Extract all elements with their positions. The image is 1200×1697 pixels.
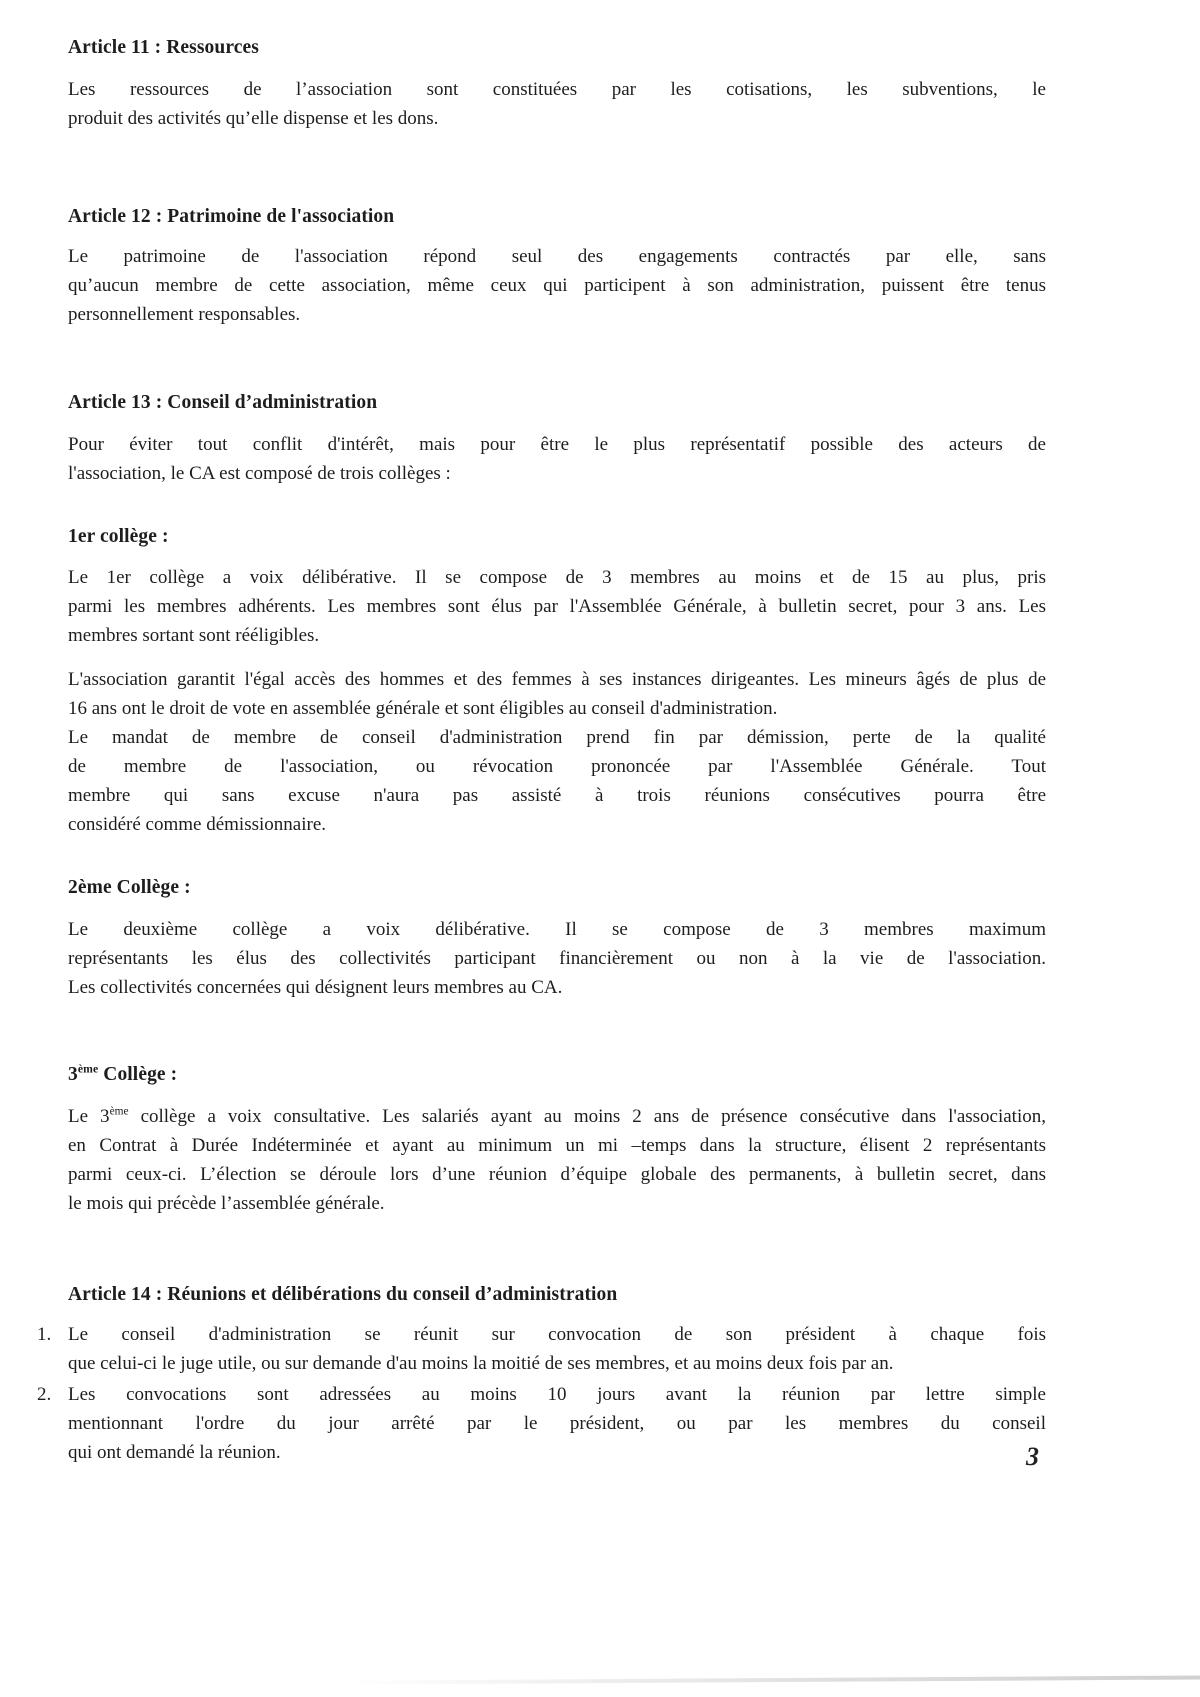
college-2-heading: 2ème Collège :	[68, 877, 191, 898]
college-3-heading: 3ème Collège :	[68, 1062, 178, 1085]
list-item-2-body: Les convocations sont adressées au moins 10 jours avant la réunion par lettre simple mentionnant l'ordre du jour arrêté par le président, ou par les membres du conseil qui ont demandé la réunion.	[68, 1384, 1046, 1463]
article-11-section	[68, 33, 1046, 133]
scan-shadow-line	[345, 1675, 1200, 1684]
article-14-list	[37, 1320, 1046, 1467]
list-item-2-number: 2.	[37, 1384, 52, 1405]
article-11-heading: Article 11 : Ressources	[68, 37, 259, 58]
article-12-heading: Article 12 : Patrimoine de l'association	[68, 206, 395, 227]
college-1-heading: 1er collège :	[68, 526, 169, 547]
list-item-1-number: 1.	[37, 1324, 52, 1345]
college-1-subsection	[68, 522, 1046, 839]
page-content	[37, 0, 1046, 1467]
article-13-intro-paragraph: Pour éviter tout conflit d'intérêt, mais pour être le plus représentatif possible des acteurs de l'association, le CA est composé de trois collèges :	[68, 434, 1046, 484]
college-1-paragraph-1: Le 1er collège a voix délibérative. Il se compose de 3 membres au moins et de 15 au plus, pris parmi les membres adhérents. Les membres sont élus par l'Assemblée Générale, à bulletin secret, pour 3 ans. Les membres sortant sont rééligibles.	[68, 567, 1046, 646]
article-12-section	[68, 202, 1046, 329]
list-item-1	[37, 1320, 1046, 1378]
college-1-paragraph-3: Le mandat de membre de conseil d'administration prend fin par démission, perte de la qualité de membre de l'association, ou révocation prononcée par l'Assemblée Générale. Tout membre qui sans excuse n'aura pas assisté à trois réunions consécutives pourra être considéré comme démissionnaire.	[68, 727, 1046, 835]
college-2-paragraph: Le deuxième collège a voix délibérative. Il se compose de 3 membres maximum représentants les élus des collectivités participant financièrement ou non à la vie de l'association. Les collectivités concernées qui désignent leurs membres au CA.	[68, 919, 1046, 998]
article-12-paragraph: Le patrimoine de l'association répond seul des engagements contractés par elle, sans qu’aucun membre de cette association, même ceux qui participent à son administration, puissent être tenus personnellement responsables.	[68, 246, 1046, 325]
article-13-section	[68, 388, 1046, 1218]
college-3-subsection	[68, 1060, 1046, 1218]
article-14-heading: Article 14 : Réunions et délibérations du conseil d’administration	[68, 1284, 618, 1305]
article-13-heading: Article 13 : Conseil d’administration	[68, 392, 378, 413]
college-2-subsection	[68, 873, 1046, 1002]
list-item-1-body: Le conseil d'administration se réunit sur convocation de son président à chaque fois que celui-ci le juge utile, ou sur demande d'au moins la moitié de ses membres, et au moins deux fois par an.	[68, 1324, 1046, 1374]
article-11-paragraph: Les ressources de l’association sont constituées par les cotisations, les subventions, le produit des activités qu’elle dispense et les dons.	[68, 79, 1046, 129]
list-item-2	[37, 1380, 1046, 1467]
article-14-section	[37, 1280, 1046, 1467]
college-3-paragraph: Le 3ème collège a voix consultative. Les salariés ayant au moins 2 ans de présence consécutive dans l'association, en Contrat à Durée Indéterminée et ayant au minimum un mi –temps dans la structure, élisent 2 représentants parmi ceux-ci. L’élection se déroule lors d’une réunion d’équipe globale des permanents, à bulletin secret, dans le mois qui précède l’assemblée générale.	[68, 1105, 1046, 1214]
page-number: 3	[1026, 1442, 1039, 1471]
college-1-paragraph-2: L'association garantit l'égal accès des hommes et des femmes à ses instances dirigeantes. Les mineurs âgés de plus de 16 ans ont le droit de vote en assemblée générale et sont éligibles au conseil d'administration.	[68, 669, 1046, 719]
